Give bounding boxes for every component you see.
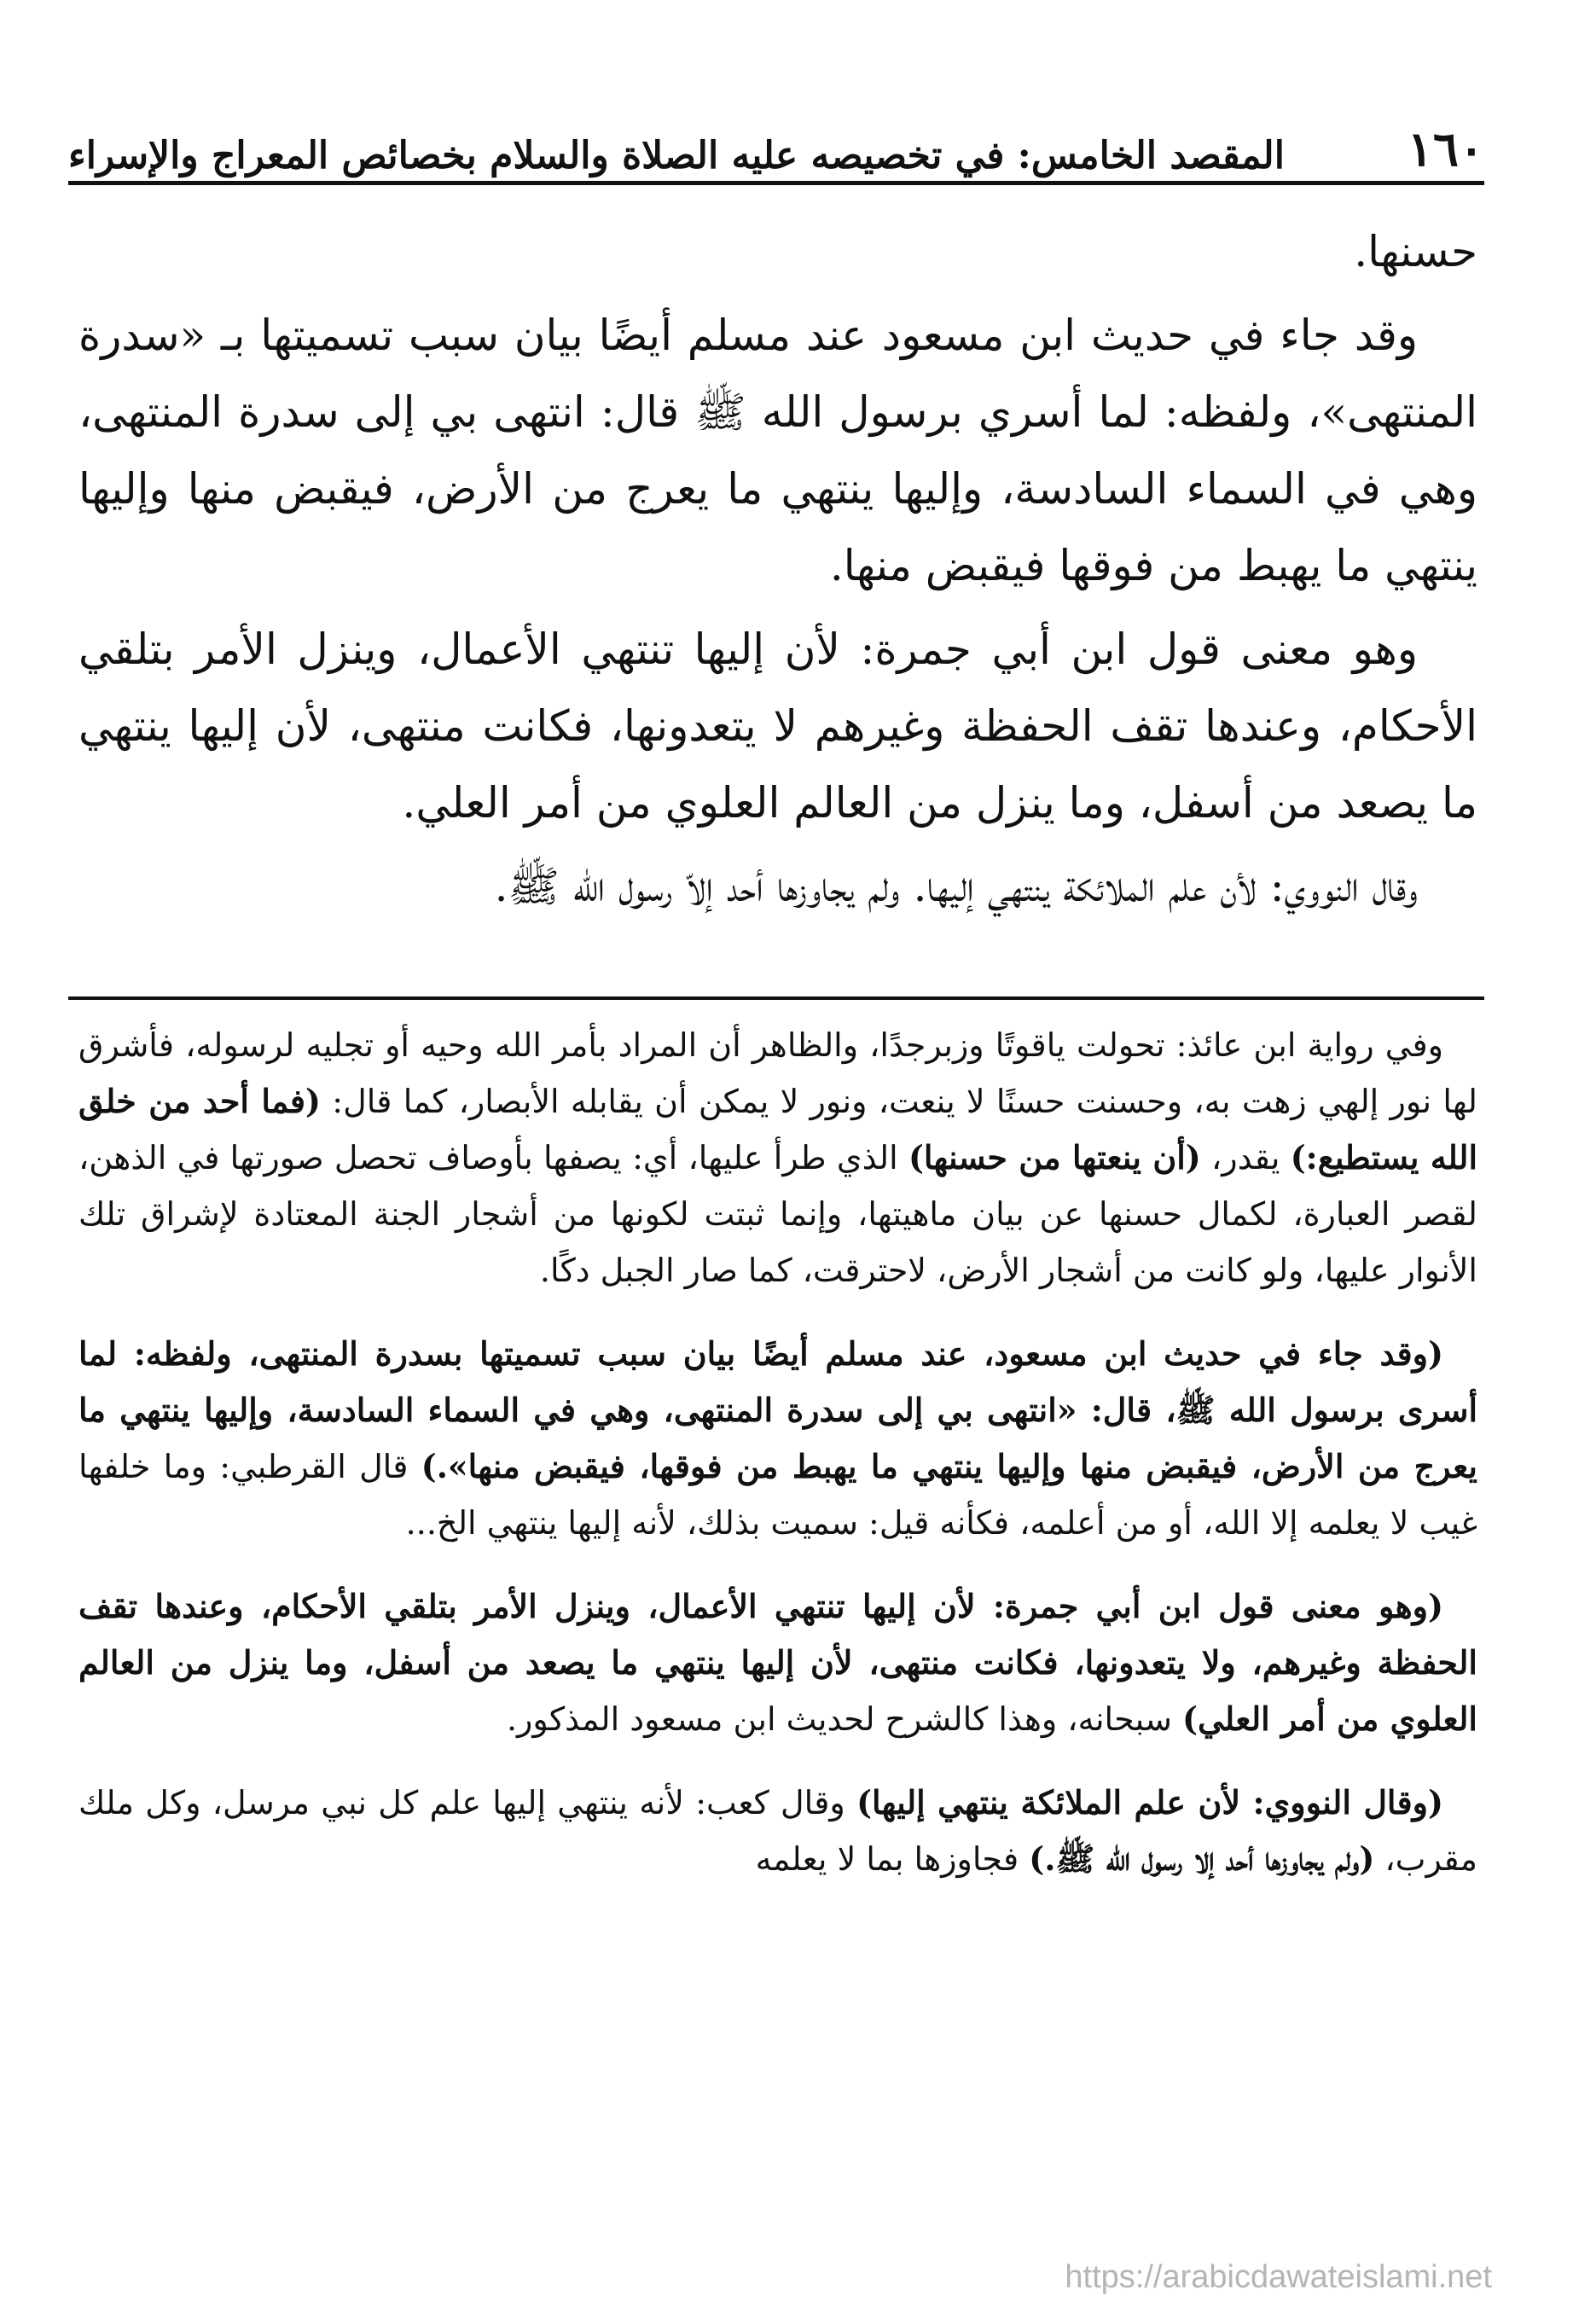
note-quote: (وقد جاء في حديث ابن مسعود، عند مسلم أيضًا بيان سبب تسميتها بسدرة المنتهى، ولفظه: لما أسرى برسول الله ﷺ، قال: «انتهى بي إلى سدرة المنتهى، وهي في السماء السادسة، وإليها ينتهي ما يعرج من الأرض، فيقبض منها وإليها ينتهي ما يهبط من فوقها، فيقبض منها».) — [78, 1334, 1477, 1485]
note-text: يقدر، — [1200, 1139, 1291, 1177]
watermark: https://arabicdawateislami.net — [1065, 2259, 1492, 2295]
note-text: فجاوزها بما لا يعلمه — [755, 1840, 1030, 1878]
note-paragraph-4 — [78, 1775, 1477, 1887]
note-text: قال القرطبي: وما خلفها غيب لا يعلمه إلا الله، أو من أعلمه، فكأنه قيل: سميت بذلك، لأنه إليها ينتهي الخ... — [78, 1448, 1477, 1542]
main-paragraph-4: وقال النووي: لأن علم الملائكة ينتهي إليها. ولم يجاوزها أحد إلاّ رسول الله ﷺ. — [494, 862, 1418, 911]
note-paragraph-3 — [78, 1578, 1477, 1747]
note-quote: (فما أحد من خلق الله يستطيع:) — [78, 1082, 1478, 1177]
note-quote: (وقال النووي: لأن علم الملائكة ينتهي إليها) — [856, 1783, 1444, 1821]
page-number: ١٦٠ — [1407, 121, 1484, 177]
note-paragraph-2 — [78, 1326, 1477, 1551]
running-title: المقصد الخامس: في تخصيصه عليه الصلاة والسلام بخصائص المعراج والإسراء — [68, 134, 1285, 177]
header-rule — [68, 181, 1484, 185]
note-text: الذي طرأ عليها، أي: يصفها بأوصاف تحصل صورتها في الذهن، لقصر العبارة، لكمال حسنها عن بيان ماهيتها، وإنما ثبتت لكونها من أشجار الجنة المعتادة لإشراق تلك الأنوار عليها، ولو كانت من أشجار الأرض، لاحترقت، كما صار الجبل دكًا. — [78, 1139, 1477, 1289]
main-paragraph-1: حسنها. — [1354, 227, 1477, 276]
main-text — [78, 213, 1477, 932]
note-quote: (أن ينعتها من حسنها) — [908, 1138, 1201, 1177]
commentary-notes — [78, 1017, 1477, 1914]
page-header — [68, 101, 1484, 177]
note-quote: (وهو معنى قول ابن أبي جمرة: لأن إليها تنتهي الأعمال، وينزل الأمر بتلقي الأحكام، وعندها تقف الحفظة وغيرهم، ولا يتعدونها، فكانت منتهى، لأن إليها ينتهي ما يصعد من أسفل، وما ينزل من العالم العلوي من أمر العلي) — [78, 1587, 1477, 1738]
note-text: وفي رواية ابن عائذ: تحولت ياقوتًا وزبرجدًا، والظاهر أن المراد بأمر الله وحيه أو تجليه لرسوله، فأشرق لها نور إلهي زهت به، وحسنت حسنًا لا ينعت، ونور لا يمكن أن يقابله الأبصار، كما قال: — [78, 1026, 1477, 1120]
footnote-rule — [68, 996, 1484, 1000]
main-paragraph-2: وقد جاء في حديث ابن مسعود عند مسلم أيضًا بيان سبب تسميتها بـ «سدرة المنتهى»، ولفظه: لما أسري برسول الله ﷺ قال: انتهى بي إلى سدرة المنتهى، وهي في السماء السادسة، وإليها ينتهي ما يعرج من الأرض، فيقبض منها وإليها ينتهي ما يهبط من فوقها فيقبض منها. — [78, 311, 1477, 590]
main-paragraph-3: وهو معنى قول ابن أبي جمرة: لأن إليها تنتهي الأعمال، وينزل الأمر بتلقي الأحكام، وعندها تقف الحفظة وغيرهم لا يتعدونها، فكانت منتهى، لأن إليها ينتهي ما يصعد من أسفل، وما ينزل من العالم العلوي من أمر العلي. — [78, 625, 1477, 828]
note-text: سبحانه، وهذا كالشرح لحديث ابن مسعود المذكور. — [506, 1700, 1183, 1738]
note-quote: (ولم يجاوزها أحد إلا رسول الله ﷺ.) — [1029, 1839, 1375, 1878]
note-paragraph-1 — [78, 1017, 1477, 1299]
note-text: وقال كعب: لأنه ينتهي إليها علم كل نبي مرسل، وكل ملك مقرب، — [78, 1784, 1477, 1878]
